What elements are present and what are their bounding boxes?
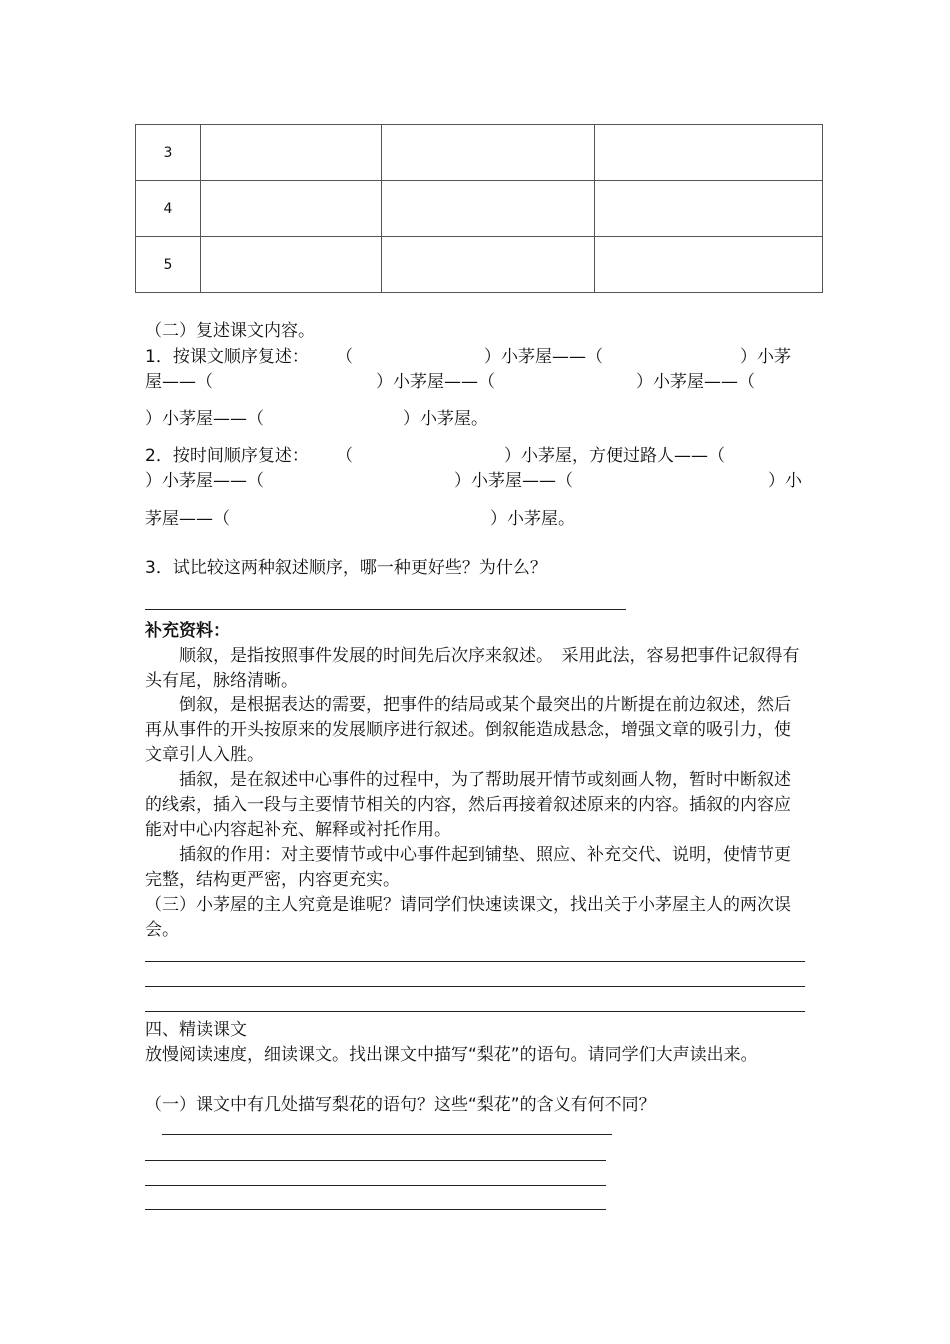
row-number: 5 [136, 237, 201, 293]
section4-q1: （一）课文中有几处描写梨花的语句？这些“梨花”的含义有何不同？ [145, 1095, 656, 1115]
answer-line[interactable] [145, 986, 805, 987]
table-cell[interactable] [382, 125, 595, 181]
q1-split-b: 屋——（ [145, 372, 213, 392]
q2-hut: ）小茅屋——（ [454, 471, 573, 491]
table-cell[interactable] [201, 125, 382, 181]
q2-paren: （ [336, 446, 353, 466]
q1-hut: ）小茅屋——（ [145, 409, 264, 429]
table-cell[interactable] [595, 237, 823, 293]
section4-intro: 放慢阅读速度，细读课文。找出课文中描写“梨花”的语句。请同学们大声读出来。 [145, 1045, 758, 1065]
answer-table [135, 124, 823, 293]
table-row [136, 125, 823, 181]
table-row [136, 181, 823, 237]
q1-hut: ）小茅屋——（ [636, 372, 755, 392]
supplement-para-2: 倒叙，是根据表达的需要，把事件的结局或某个最突出的片断提在前边叙述，然后再从事件的开头按原来的发展顺序进行叙述。倒叙能造成悬念，增强文章的吸引力，使文章引人入胜。 [145, 695, 791, 765]
q2-part1: ）小茅屋，方便过路人——（ [504, 446, 725, 466]
supplement-para-4: 插叙的作用：对主要情节或中心事件起到铺垫、照应、补充交代、说明，使情节更完整，结构更严密，内容更充实。 [145, 845, 791, 890]
section3-text: （三）小茅屋的主人究竟是谁呢？请同学们快速读课文，找出关于小茅屋主人的两次误会。 [145, 895, 791, 940]
table-cell[interactable] [382, 237, 595, 293]
answer-line[interactable] [145, 1185, 606, 1186]
answer-line[interactable] [162, 1134, 612, 1135]
q3-text: 3．试比较这两种叙述顺序，哪一种更好些？为什么？ [145, 558, 547, 578]
q2-split-a: ）小 [768, 471, 802, 491]
supplement-para-3: 插叙，是在叙述中心事件的过程中，为了帮助展开情节或刻画人物，暂时中断叙述的线索，插入一段与主要情节相关的内容，然后再接着叙述原来的内容。插叙的内容应能对中心内容起补充、解释或衬托作用。 [145, 770, 791, 840]
answer-line[interactable] [145, 1160, 606, 1161]
q2-hut: ）小茅屋——（ [145, 471, 264, 491]
q2-split-b: 茅屋——（ [145, 509, 230, 529]
q1-hut: ）小茅屋——（ [484, 347, 603, 367]
answer-line[interactable] [145, 961, 805, 962]
table-cell[interactable] [201, 237, 382, 293]
table-row [136, 237, 823, 293]
table-cell[interactable] [595, 125, 823, 181]
table-cell[interactable] [201, 181, 382, 237]
row-number: 4 [136, 181, 201, 237]
q2-label: 2．按时间顺序复述： [145, 446, 309, 466]
supplement-title: 补充资料： [145, 621, 230, 641]
section4-heading: 四、精读课文 [145, 1020, 247, 1040]
q1-paren: （ [336, 347, 353, 367]
q1-hut-end: ）小茅屋。 [403, 409, 488, 429]
answer-line[interactable] [145, 1011, 805, 1012]
answer-line[interactable] [145, 1209, 606, 1210]
answer-line[interactable] [145, 609, 626, 610]
q1-hut: ）小茅屋——（ [376, 372, 495, 392]
table-cell[interactable] [595, 181, 823, 237]
q2-hut-end: ）小茅屋。 [490, 509, 575, 529]
q1-label: 1．按课文顺序复述： [145, 347, 309, 367]
section2-heading: （二）复述课文内容。 [145, 321, 315, 341]
q1-split-a: ）小茅 [740, 347, 791, 367]
table-cell[interactable] [382, 181, 595, 237]
supplement-para-1: 顺叙，是指按照事件发展的时间先后次序来叙述。 采用此法，容易把事件记叙得有头有尾，脉络清晰。 [145, 646, 800, 691]
row-number: 3 [136, 125, 201, 181]
